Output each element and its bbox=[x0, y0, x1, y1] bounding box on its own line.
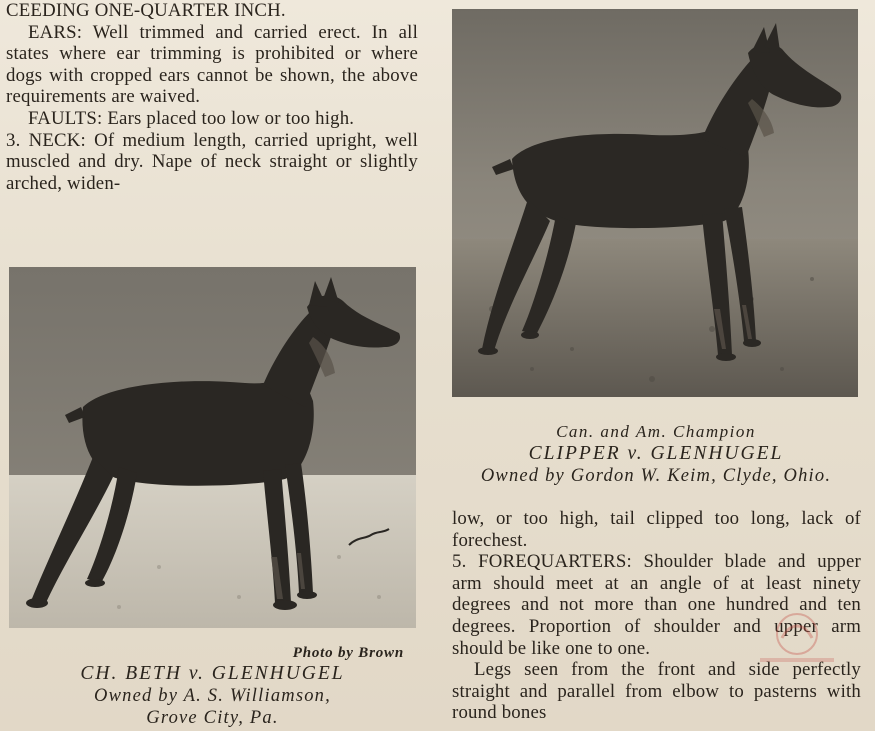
caption-beth-owner-line1: Owned by A. S. Williamson, bbox=[94, 686, 331, 706]
caption-clipper-owner: Owned by Gordon W. Keim, Clyde, Ohio. bbox=[480, 466, 832, 486]
photo-beth-v-glenhugel bbox=[9, 267, 416, 628]
paragraph-faults: FAULTS: Ears placed too low or too high. bbox=[28, 107, 355, 129]
photo-clipper-v-glenhugel bbox=[452, 9, 858, 397]
caption-beth-owner-line2: Grove City, Pa. bbox=[146, 708, 279, 728]
paragraph-legs: Legs seen from the front and side perfectly straight and parallel from elbow to pasterns with round bones bbox=[452, 659, 861, 724]
left-column-text bbox=[6, 0, 418, 194]
photo-credit: Photo by Brown bbox=[292, 645, 404, 661]
paragraph-ears: EARS: Well trimmed and carried erect. In all states where ear trimming is prohibited or where dogs with cropped ears cannot be shown, the above requirements are waived. bbox=[6, 21, 418, 108]
doberman-photo-right bbox=[452, 9, 858, 397]
doberman-photo-left bbox=[9, 267, 416, 628]
caption-beth bbox=[10, 663, 415, 729]
caption-clipper-prefix: Can. and Am. Champion bbox=[556, 422, 756, 441]
paragraph-tail-faults: low, or too high, tail clipped too long, lack of forechest. bbox=[452, 508, 861, 551]
caption-beth-title: CH. BETH v. GLENHUGEL bbox=[80, 663, 345, 684]
watermark-stamp-icon bbox=[752, 608, 842, 670]
paragraph-ceeding: CEEDING ONE-QUARTER INCH. bbox=[6, 0, 286, 21]
caption-clipper bbox=[446, 421, 866, 487]
paragraph-forequarters: 5. FOREQUARTERS: Shoulder blade and upper arm should meet at an angle of at least ninety degrees and not more than one hundred and ten degrees. Proportion of shoulder and upper arm should be like one to one. bbox=[452, 551, 861, 659]
caption-clipper-title: CLIPPER v. GLENHUGEL bbox=[528, 443, 784, 464]
paragraph-neck: 3. NECK: Of medium length, carried upright, well muscled and dry. Nape of neck straight or slightly arched, widen- bbox=[6, 129, 418, 194]
